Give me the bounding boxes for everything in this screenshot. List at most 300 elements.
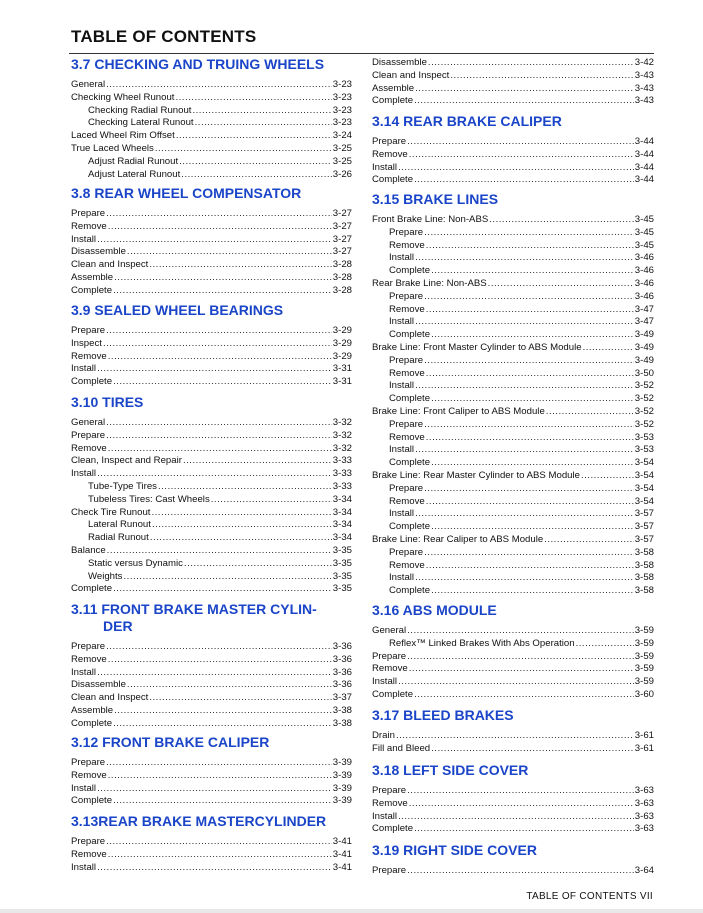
dot-leader [431, 393, 634, 406]
dot-leader [544, 534, 634, 547]
toc-entry[interactable] [71, 221, 352, 234]
section-title[interactable] [71, 302, 352, 319]
toc-entry-page: 3-33 [332, 468, 352, 480]
toc-entry[interactable] [71, 156, 352, 169]
toc-entry[interactable] [372, 560, 654, 573]
toc-entry-label: Static versus Dynamic [88, 557, 183, 569]
dot-leader [107, 545, 332, 558]
toc-entry-page: 3-44 [634, 174, 654, 186]
toc-entry-label: Prepare [372, 136, 407, 147]
toc-entry[interactable] [71, 654, 352, 667]
dot-leader [424, 291, 634, 304]
toc-entry[interactable] [71, 417, 352, 430]
toc-entry-page: 3-26 [332, 168, 352, 180]
toc-entry-page: 3-46 [634, 252, 654, 264]
toc-entry-label: Install [71, 861, 97, 873]
dot-leader [426, 560, 634, 573]
toc-entry-page: 3-63 [634, 797, 654, 809]
toc-entry-page: 3-36 [332, 641, 352, 652]
toc-entry-label: Install [389, 444, 415, 456]
toc-entry[interactable] [71, 667, 352, 680]
toc-entry[interactable] [372, 174, 654, 187]
toc-entry-page: 3-27 [332, 233, 352, 245]
toc-entry[interactable] [372, 432, 654, 445]
toc-continued-entries [372, 57, 654, 108]
toc-entry-label: Complete [71, 284, 113, 296]
dot-leader [106, 641, 332, 654]
toc-entry-label: Install [389, 380, 415, 392]
toc-entry[interactable] [372, 329, 654, 342]
toc-entry[interactable] [372, 547, 654, 560]
dot-leader [108, 654, 332, 667]
toc-entry-label: Prepare [372, 865, 407, 876]
toc-entry[interactable] [372, 393, 654, 406]
section-title-text: 3.11 FRONT BRAKE MASTER CYLIN- [71, 601, 317, 617]
toc-entry[interactable] [71, 679, 352, 692]
section-title-text: 3.16 ABS MODULE [372, 602, 497, 618]
dot-leader [398, 162, 634, 175]
dot-leader [106, 417, 332, 430]
section-title[interactable] [372, 191, 654, 208]
dot-leader [192, 105, 331, 118]
toc-entry[interactable] [71, 455, 352, 468]
toc-entry[interactable] [71, 325, 352, 338]
toc-entry[interactable] [372, 149, 654, 162]
toc-entry[interactable] [71, 130, 352, 143]
dot-leader [113, 376, 332, 389]
toc-entry-label: Remove [372, 663, 408, 675]
dot-leader [409, 798, 634, 811]
toc-section [71, 394, 352, 596]
toc-entry[interactable] [372, 136, 654, 149]
dot-leader [108, 221, 332, 234]
dot-leader [409, 663, 634, 676]
toc-entry-label: Remove [71, 350, 107, 362]
toc-entry-label: Complete [389, 521, 431, 533]
toc-entry[interactable] [71, 783, 352, 796]
toc-entry-label: Remove [372, 148, 408, 160]
toc-entry-label: Remove [71, 442, 107, 454]
toc-entry[interactable] [372, 214, 654, 227]
toc-entry[interactable] [372, 265, 654, 278]
toc-entry[interactable] [71, 558, 352, 571]
toc-entry-label: Brake Line: Rear Master Cylinder to ABS Module [372, 469, 580, 481]
toc-entry[interactable] [372, 585, 654, 598]
toc-entry[interactable] [372, 496, 654, 509]
section-title-text: 3.15 BRAKE LINES [372, 191, 499, 207]
toc-entry[interactable] [71, 338, 352, 351]
dot-leader [114, 705, 332, 718]
section-entries [71, 836, 352, 874]
toc-entry-page: 3-58 [634, 585, 654, 597]
toc-entry[interactable] [372, 252, 654, 265]
toc-entry-page: 3-58 [634, 546, 654, 558]
dot-leader [431, 743, 634, 756]
toc-entry[interactable] [71, 571, 352, 584]
page-footer: TABLE OF CONTENTS VII [526, 891, 653, 902]
dot-leader [176, 130, 332, 143]
toc-entry-page: 3-54 [634, 495, 654, 507]
toc-entry-label: Install [389, 508, 415, 520]
toc-entry[interactable] [71, 143, 352, 156]
toc-entry[interactable] [71, 443, 352, 456]
toc-entry[interactable] [372, 57, 654, 70]
dot-leader [97, 783, 332, 796]
toc-entry[interactable] [71, 507, 352, 520]
toc-entry-label: Prepare [71, 757, 106, 768]
toc-entry[interactable] [71, 351, 352, 364]
dot-leader [179, 156, 332, 169]
toc-entry-label: Prepare [71, 325, 106, 336]
toc-entry-label: Install [71, 468, 97, 480]
toc-entry-page: 3-58 [634, 559, 654, 571]
toc-entry[interactable] [372, 508, 654, 521]
toc-entry[interactable] [71, 169, 352, 182]
toc-entry-label: Prepare [71, 208, 106, 219]
toc-entry[interactable] [71, 430, 352, 443]
dot-leader [106, 325, 332, 338]
toc-entry-label: Front Brake Line: Non-ABS [372, 214, 489, 225]
toc-entry[interactable] [71, 705, 352, 718]
toc-entry[interactable] [372, 342, 654, 355]
dot-leader [424, 419, 634, 432]
toc-entry-label: Complete [372, 688, 414, 700]
toc-entry[interactable] [71, 246, 352, 259]
toc-entry-label: Prepare [372, 785, 407, 796]
toc-entry-page: 3-45 [634, 239, 654, 251]
toc-entry-label: Remove [372, 797, 408, 809]
toc-entry-page: 3-41 [332, 836, 352, 847]
toc-entry-page: 3-45 [634, 214, 654, 225]
toc-entry[interactable] [71, 259, 352, 272]
dot-leader [97, 234, 332, 247]
dot-leader [149, 259, 331, 272]
toc-entry[interactable] [372, 470, 654, 483]
toc-entry[interactable] [372, 278, 654, 291]
toc-entry[interactable] [372, 304, 654, 317]
toc-entry-label: Install [71, 782, 97, 794]
toc-entry[interactable] [372, 240, 654, 253]
toc-entry[interactable] [71, 272, 352, 285]
toc-entry[interactable] [372, 521, 654, 534]
dot-leader [127, 679, 332, 692]
toc-entry[interactable] [372, 406, 654, 419]
toc-entry[interactable] [71, 376, 352, 389]
dot-leader [113, 583, 332, 596]
dot-leader [195, 117, 332, 130]
toc-entry-page: 3-46 [634, 265, 654, 277]
dot-leader [151, 507, 331, 520]
toc-entry[interactable] [71, 117, 352, 130]
dot-leader [108, 443, 332, 456]
dot-leader [97, 667, 332, 680]
toc-entry-label: Complete [71, 717, 113, 729]
dot-leader [426, 240, 634, 253]
toc-entry[interactable] [71, 79, 352, 92]
section-title[interactable] [372, 762, 654, 779]
toc-entry-page: 3-27 [332, 220, 352, 232]
section-title[interactable] [372, 842, 654, 859]
section-entries [372, 625, 654, 702]
dot-leader [407, 865, 634, 878]
dot-leader [426, 496, 634, 509]
horizontal-scrollbar[interactable] [0, 909, 703, 913]
toc-entry[interactable] [372, 743, 654, 756]
toc-entry-label: Tube-Type Tires [88, 480, 157, 492]
toc-entry-page: 3-25 [332, 155, 352, 167]
toc-entry-page: 3-58 [634, 572, 654, 584]
toc-entry[interactable] [71, 641, 352, 654]
toc-entry-label: Install [389, 252, 415, 264]
toc-entry[interactable] [71, 105, 352, 118]
toc-entry[interactable] [372, 162, 654, 175]
dot-leader [97, 468, 332, 481]
toc-entry-page: 3-34 [332, 532, 352, 544]
toc-entry[interactable] [71, 770, 352, 783]
toc-entry-page: 3-59 [634, 637, 654, 649]
toc-section [372, 113, 654, 187]
dot-leader [424, 227, 634, 240]
toc-entry-label: Install [71, 666, 97, 678]
section-title[interactable] [372, 113, 654, 130]
toc-entry[interactable] [71, 862, 352, 875]
toc-entry-page: 3-53 [634, 444, 654, 456]
dot-leader [113, 718, 332, 731]
toc-section [71, 734, 352, 808]
toc-entry-page: 3-33 [332, 480, 352, 492]
toc-entry[interactable] [71, 363, 352, 376]
toc-entry-label: Prepare [389, 482, 424, 494]
toc-entry-label: Tubeless Tires: Cast Wheels [88, 493, 210, 505]
section-title[interactable] [71, 56, 352, 73]
toc-entry[interactable] [372, 798, 654, 811]
toc-entry-page: 3-24 [332, 130, 352, 142]
toc-entry-label: Remove [389, 303, 425, 315]
toc-entry-page: 3-23 [332, 104, 352, 116]
toc-entry[interactable] [372, 368, 654, 381]
dot-leader [97, 363, 332, 376]
section-entries [372, 785, 654, 836]
dot-leader [426, 304, 634, 317]
toc-entry[interactable] [71, 494, 352, 507]
dot-leader [414, 95, 634, 108]
toc-entry-label: Remove [389, 431, 425, 443]
toc-entry[interactable] [372, 534, 654, 547]
toc-entry-label: Remove [71, 769, 107, 781]
dot-leader [407, 136, 634, 149]
toc-entry[interactable] [71, 208, 352, 221]
dot-leader [415, 508, 634, 521]
toc-entry[interactable] [372, 355, 654, 368]
toc-entry-label: Brake Line: Front Caliper to ABS Module [372, 405, 545, 417]
section-entries [372, 214, 654, 598]
toc-entry[interactable] [372, 380, 654, 393]
dot-leader [424, 483, 634, 496]
toc-entry[interactable] [372, 785, 654, 798]
toc-entry-page: 3-35 [332, 557, 352, 569]
toc-entry-page: 3-43 [634, 95, 654, 107]
toc-entry-page: 3-29 [332, 325, 352, 336]
toc-entry[interactable] [372, 638, 654, 651]
toc-entry-page: 3-28 [332, 259, 352, 271]
toc-entry-page: 3-49 [634, 354, 654, 366]
dot-leader [108, 351, 332, 364]
toc-entry[interactable] [372, 572, 654, 585]
dot-leader [415, 83, 634, 96]
dot-leader [415, 572, 634, 585]
toc-entry[interactable] [372, 83, 654, 96]
section-title-text: 3.10 TIRES [71, 394, 144, 410]
toc-entry-label: Prepare [389, 354, 424, 366]
toc-entry[interactable] [71, 795, 352, 808]
section-title[interactable] [372, 707, 654, 724]
section-title-text: 3.7 CHECKING AND TRUING WHEELS [71, 56, 325, 72]
toc-entry-page: 3-52 [634, 393, 654, 405]
toc-entry-label: Brake Line: Rear Caliper to ABS Module [372, 533, 544, 545]
dot-leader [150, 532, 332, 545]
toc-entry[interactable] [71, 468, 352, 481]
dot-leader [583, 342, 634, 355]
toc-entry-label: Complete [372, 823, 414, 835]
section-title[interactable] [71, 601, 352, 635]
toc-entry-page: 3-61 [634, 730, 654, 741]
toc-entry[interactable] [372, 676, 654, 689]
dot-leader [414, 174, 634, 187]
section-title-continuation: DER [103, 618, 133, 634]
toc-entry-label: Install [372, 810, 398, 822]
toc-entry[interactable] [372, 651, 654, 664]
dot-leader [155, 143, 332, 156]
toc-entry[interactable] [372, 227, 654, 240]
toc-entry[interactable] [71, 692, 352, 705]
toc-entry-page: 3-63 [634, 810, 654, 822]
toc-entry[interactable] [372, 689, 654, 702]
toc-entry[interactable] [71, 285, 352, 298]
toc-entry-page: 3-52 [634, 418, 654, 430]
toc-entry[interactable] [71, 92, 352, 105]
dot-leader [106, 79, 332, 92]
toc-entry-page: 3-36 [332, 666, 352, 678]
toc-entry-page: 3-39 [332, 769, 352, 781]
toc-entry-label: Weights [88, 570, 123, 582]
section-title[interactable] [71, 813, 352, 830]
toc-entry-page: 3-44 [634, 136, 654, 147]
toc-entry[interactable] [372, 483, 654, 496]
toc-entry[interactable] [372, 823, 654, 836]
toc-entry[interactable] [372, 865, 654, 878]
toc-entry-label: Complete [389, 393, 431, 405]
toc-entry[interactable] [71, 583, 352, 596]
section-title[interactable] [71, 734, 352, 751]
toc-entry[interactable] [372, 811, 654, 824]
toc-entry-label: Checking Wheel Runout [71, 91, 175, 103]
toc-entry[interactable] [71, 849, 352, 862]
toc-entry[interactable] [372, 444, 654, 457]
toc-entry-label: Prepare [372, 650, 407, 662]
toc-entry[interactable] [71, 532, 352, 545]
toc-entry[interactable] [372, 730, 654, 743]
toc-entry-label: Fill and Bleed [372, 742, 431, 754]
dot-leader [152, 519, 332, 532]
section-entries [372, 865, 654, 878]
toc-entry[interactable] [372, 625, 654, 638]
toc-entry-page: 3-45 [634, 226, 654, 238]
toc-entry-page: 3-57 [634, 533, 654, 545]
toc-entry-label: Disassemble [71, 246, 126, 258]
toc-entry[interactable] [372, 95, 654, 108]
toc-section [372, 762, 654, 836]
section-entries [71, 417, 352, 596]
toc-entry-page: 3-59 [634, 650, 654, 662]
dot-leader [106, 836, 332, 849]
toc-entry[interactable] [71, 234, 352, 247]
section-title-text: 3.13REAR BRAKE MASTERCYLINDER [71, 813, 327, 829]
toc-entry-label: Reflex™ Linked Brakes With Abs Operation [389, 637, 575, 649]
toc-entry[interactable] [372, 70, 654, 83]
toc-entry-label: Laced Wheel Rim Offset [71, 130, 175, 142]
toc-entry-page: 3-34 [332, 506, 352, 518]
toc-entry[interactable] [71, 519, 352, 532]
toc-entry[interactable] [71, 481, 352, 494]
toc-entry-page: 3-27 [332, 246, 352, 258]
toc-entry[interactable] [71, 545, 352, 558]
dot-leader [108, 770, 332, 783]
toc-entry[interactable] [71, 757, 352, 770]
dot-leader [211, 494, 332, 507]
dot-leader [424, 355, 634, 368]
toc-entry[interactable] [71, 836, 352, 849]
toc-entry-page: 3-34 [332, 519, 352, 531]
toc-entry-page: 3-49 [634, 341, 654, 353]
section-entries [71, 325, 352, 389]
section-title[interactable] [372, 602, 654, 619]
toc-entry-page: 3-57 [634, 521, 654, 533]
toc-section [372, 191, 654, 598]
dot-leader [407, 625, 634, 638]
toc-entry[interactable] [71, 718, 352, 731]
toc-entry[interactable] [372, 316, 654, 329]
toc-entry-label: Prepare [71, 429, 106, 441]
toc-entry-page: 3-53 [634, 431, 654, 443]
toc-entry-page: 3-60 [634, 688, 654, 700]
dot-leader [106, 208, 332, 221]
toc-entry-page: 3-50 [634, 367, 654, 379]
toc-entry-page: 3-46 [634, 290, 654, 302]
toc-entry-label: Clean, Inspect and Repair [71, 455, 182, 467]
toc-entry[interactable] [372, 291, 654, 304]
toc-entry-label: Complete [71, 583, 113, 595]
section-entries [71, 79, 352, 181]
toc-entry[interactable] [372, 663, 654, 676]
toc-entry-label: Adjust Radial Runout [88, 155, 179, 167]
dot-leader [175, 92, 331, 105]
dot-leader [97, 862, 332, 875]
toc-entry[interactable] [372, 419, 654, 432]
toc-entry-page: 3-29 [332, 337, 352, 349]
dot-leader [398, 676, 634, 689]
toc-entry-label: Prepare [71, 836, 106, 847]
section-title[interactable] [71, 185, 352, 202]
dot-leader [431, 457, 634, 470]
section-title-text: 3.14 REAR BRAKE CALIPER [372, 113, 562, 129]
toc-entry-page: 3-38 [332, 717, 352, 729]
toc-entry-page: 3-59 [634, 676, 654, 688]
toc-entry-page: 3-33 [332, 455, 352, 467]
dot-leader [158, 481, 332, 494]
section-title[interactable] [71, 394, 352, 411]
toc-entry[interactable] [372, 457, 654, 470]
toc-entry-label: Balance [71, 544, 106, 556]
